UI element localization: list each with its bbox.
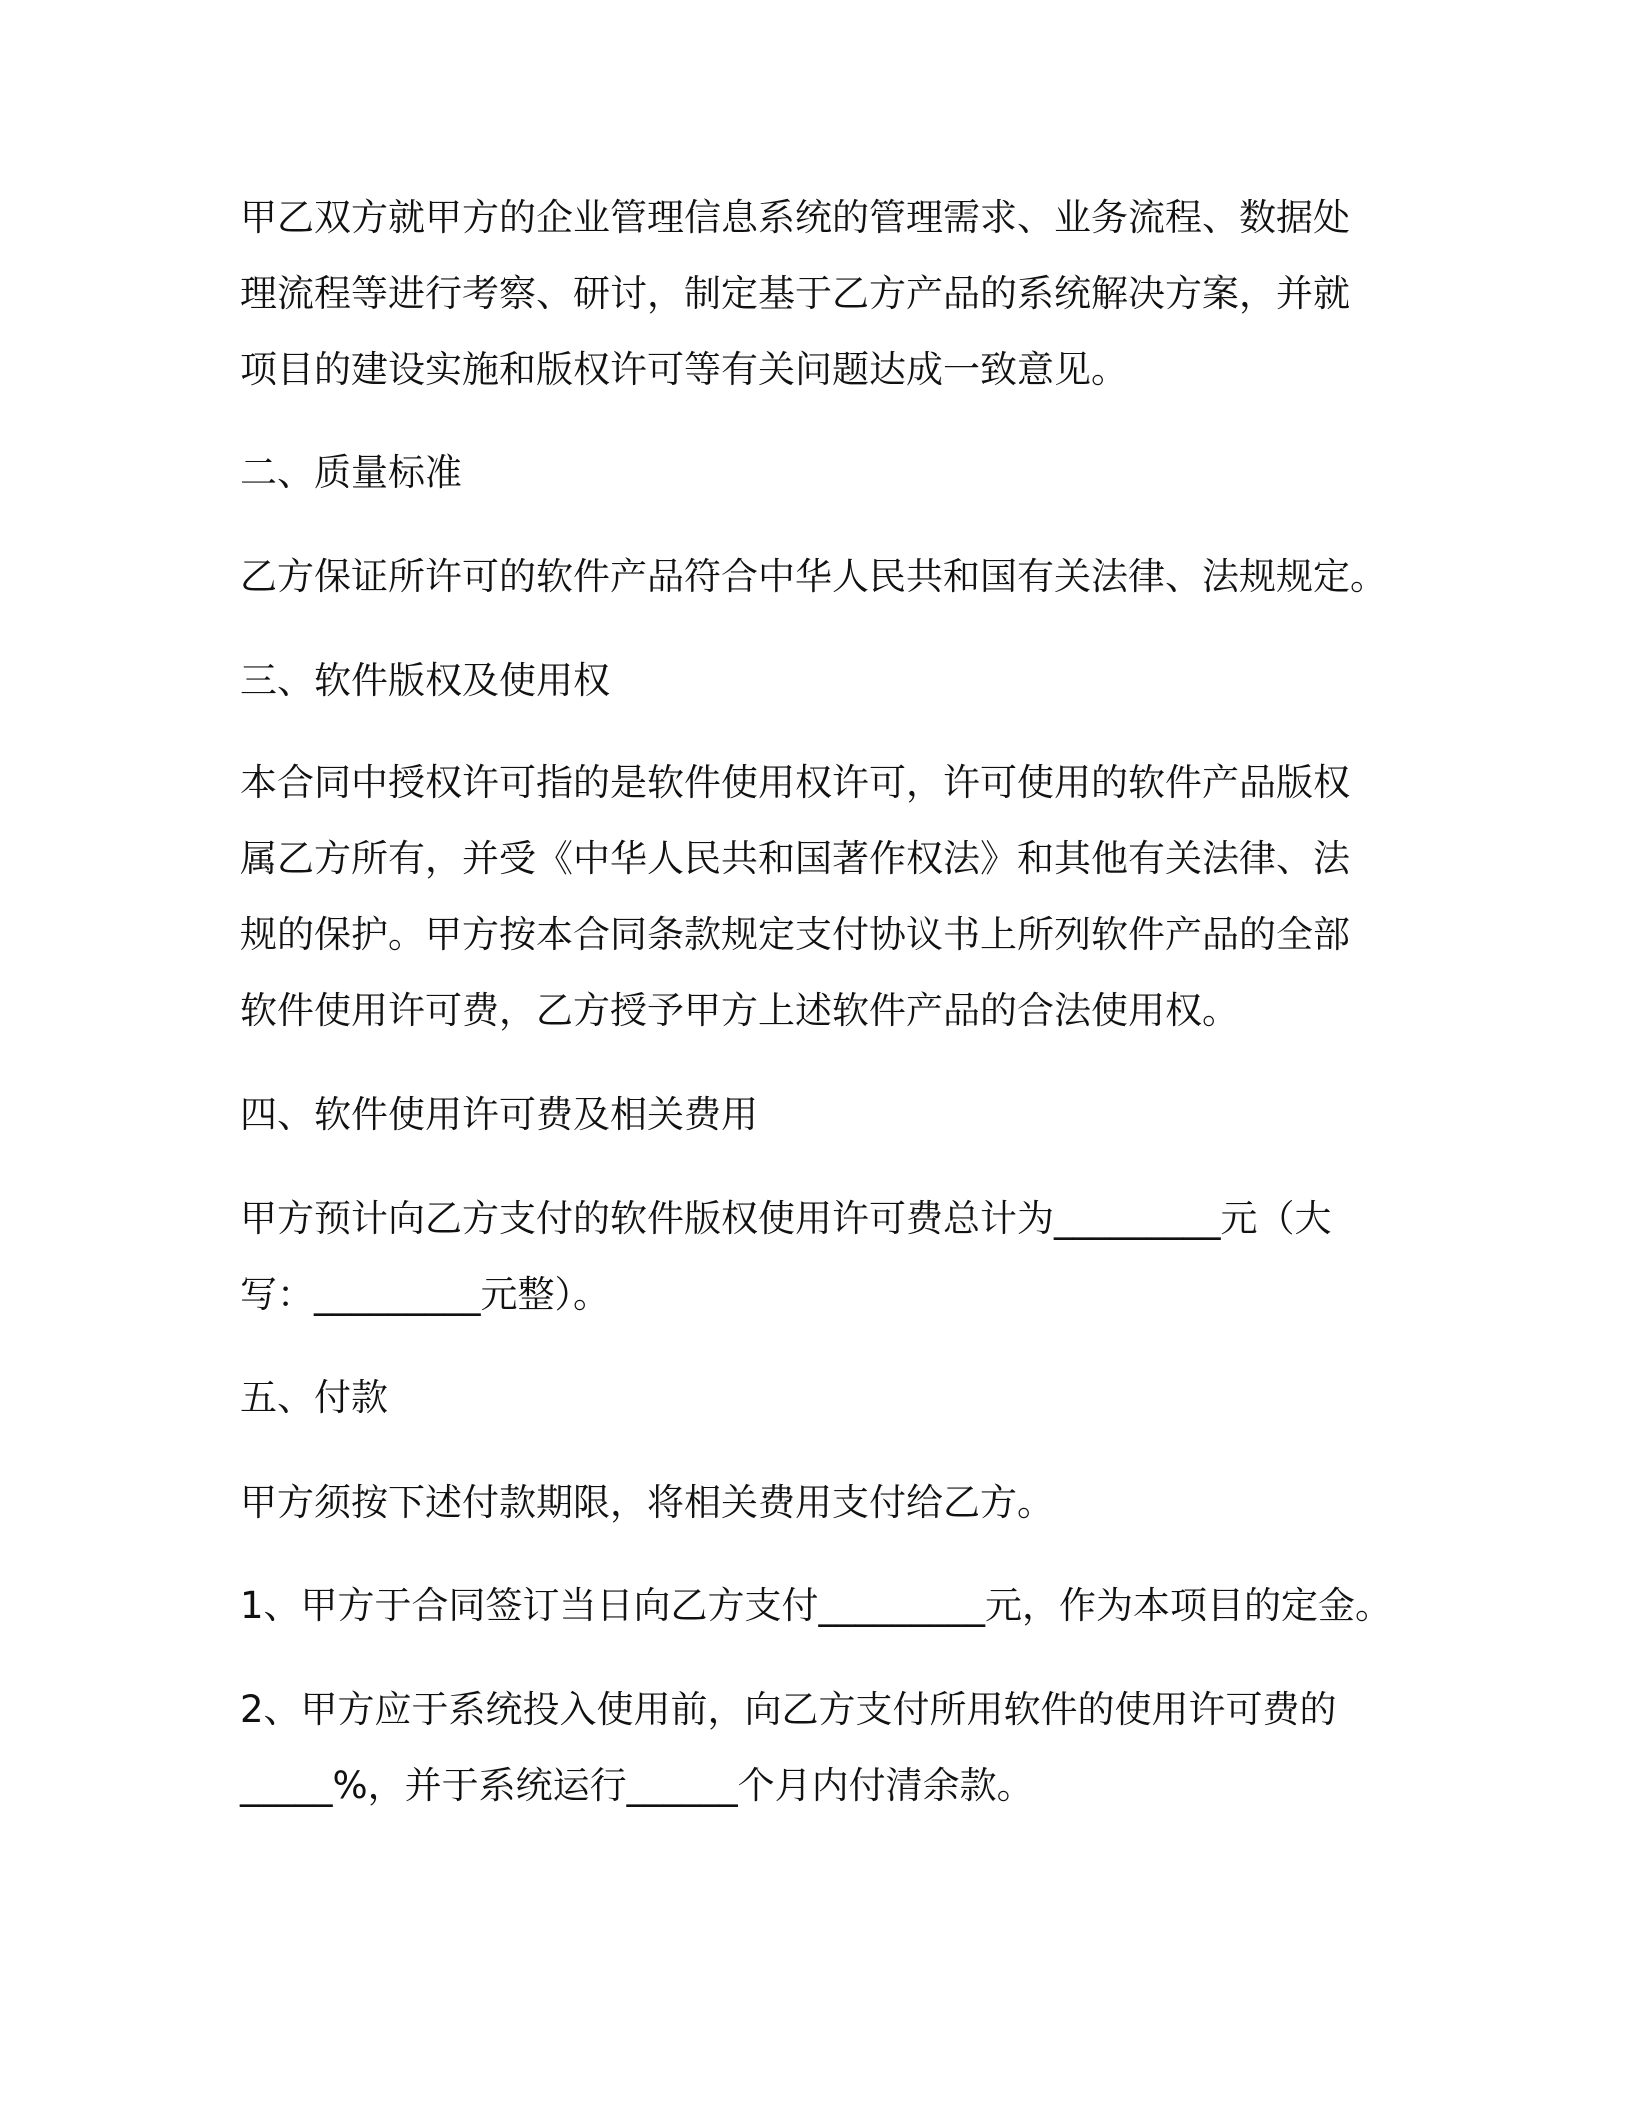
intro-line-2: 理流程等进行考察、研讨，制定基于乙方产品的系统解决方案，并就 (240, 272, 1350, 315)
section-2-heading: 二、质量标准 (240, 451, 462, 494)
section-3-heading: 三、软件版权及使用权 (240, 659, 610, 702)
section-4-body-line-1: 甲方预计向乙方支付的软件版权使用许可费总计为_________元（大 (240, 1197, 1332, 1240)
section-4-heading: 四、软件使用许可费及相关费用 (240, 1093, 758, 1136)
section-5-heading: 五、付款 (240, 1376, 388, 1419)
section-3-body-line-4: 软件使用许可费，乙方授予甲方上述软件产品的合法使用权。 (240, 989, 1239, 1032)
section-3-body-line-1: 本合同中授权许可指的是软件使用权许可，许可使用的软件产品版权 (240, 761, 1350, 804)
section-3-body-line-3: 规的保护。甲方按本合同条款规定支付协议书上所列软件产品的全部 (240, 913, 1350, 956)
intro-line-3: 项目的建设实施和版权许可等有关问题达成一致意见。 (240, 348, 1128, 391)
payment-item-2-line-2: _____%，并于系统运行______个月内付清余款。 (240, 1764, 1034, 1807)
payment-item-2-line-1: 2、甲方应于系统投入使用前，向乙方支付所用软件的使用许可费的 (240, 1688, 1337, 1731)
section-2-body-line-1: 乙方保证所许可的软件产品符合中华人民共和国有关法律、法规规定。 (240, 555, 1387, 598)
section-4-body-line-2: 写：_________元整）。 (240, 1273, 610, 1316)
intro-line-1: 甲乙双方就甲方的企业管理信息系统的管理需求、业务流程、数据处 (240, 196, 1350, 239)
payment-item-1: 1、甲方于合同签订当日向乙方支付_________元，作为本项目的定金。 (240, 1584, 1393, 1627)
section-3-body-line-2: 属乙方所有，并受《中华人民共和国著作权法》和其他有关法律、法 (240, 837, 1350, 880)
section-5-body-line-1: 甲方须按下述付款期限，将相关费用支付给乙方。 (240, 1481, 1054, 1524)
